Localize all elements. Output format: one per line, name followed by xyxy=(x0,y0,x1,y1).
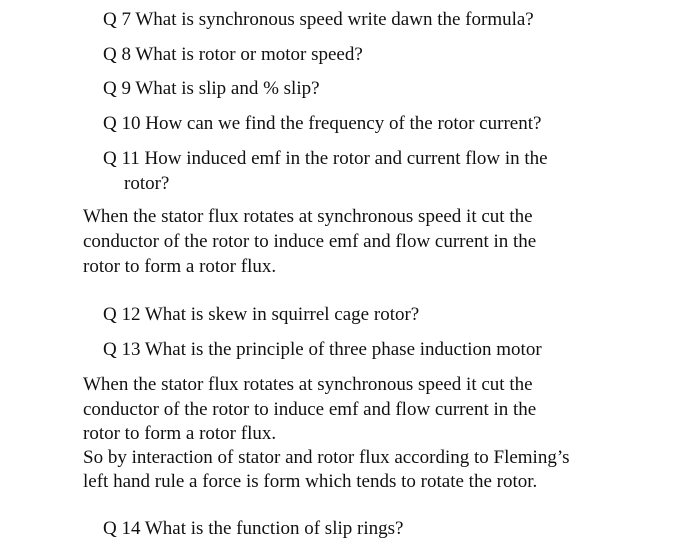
answer-1-line-3: rotor to form a rotor flux. xyxy=(83,256,277,277)
question-8: Q 8 What is rotor or motor speed? xyxy=(103,44,363,65)
answer-2-line-3: rotor to form a rotor flux. xyxy=(83,423,277,444)
question-7: Q 7 What is synchronous speed write dawn the formula? xyxy=(103,9,534,30)
question-11: Q 11 How induced emf in the rotor and current flow in the xyxy=(103,148,548,169)
answer-2-line-1: When the stator flux rotates at synchronous speed it cut the xyxy=(83,374,533,395)
question-9: Q 9 What is slip and % slip? xyxy=(103,78,320,99)
question-10: Q 10 How can we find the frequency of the rotor current? xyxy=(103,113,542,134)
answer-1-line-1: When the stator flux rotates at synchronous speed it cut the xyxy=(83,206,533,227)
answer-2-line-2: conductor of the rotor to induce emf and flow current in the xyxy=(83,399,537,420)
question-13: Q 13 What is the principle of three phase induction motor xyxy=(103,339,542,360)
question-12: Q 12 What is skew in squirrel cage rotor? xyxy=(103,304,420,325)
answer-2-line-5: left hand rule a force is form which tends to rotate the rotor. xyxy=(83,471,538,492)
answer-1-line-2: conductor of the rotor to induce emf and flow current in the xyxy=(83,231,537,252)
question-11-continued: rotor? xyxy=(124,173,170,194)
question-14: Q 14 What is the function of slip rings? xyxy=(103,518,404,539)
answer-2-line-4: So by interaction of stator and rotor flux according to Fleming’s xyxy=(83,447,570,468)
